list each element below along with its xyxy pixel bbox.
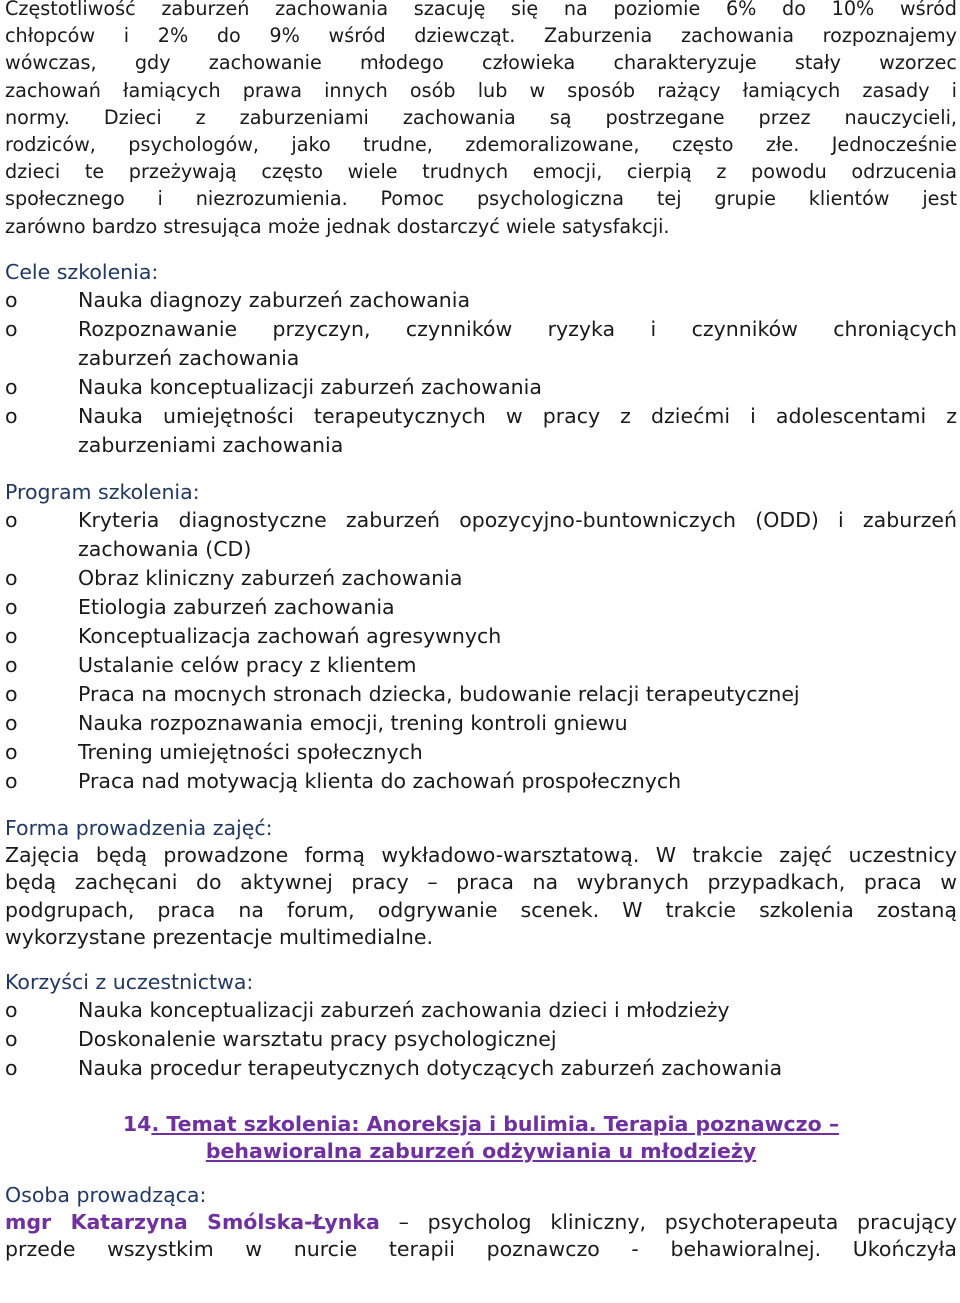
list-item-line: Etiologia zaburzeń zachowania — [78, 594, 395, 619]
forma-line: będą zachęcani do aktywnej pracy – praca na wybranych przypadkach, praca w — [5, 870, 957, 895]
circle-bullet-icon: o — [5, 507, 18, 532]
list-item-text — [78, 680, 957, 709]
circle-bullet-icon: o — [5, 739, 18, 764]
list-item-text — [78, 709, 957, 738]
list-item — [5, 564, 957, 593]
circle-bullet-icon: o — [5, 594, 18, 619]
list-item-text — [78, 767, 957, 796]
korzysci-list — [5, 996, 957, 1083]
circle-bullet-icon: o — [5, 287, 18, 312]
circle-bullet-icon: o — [5, 1055, 18, 1080]
list-item — [5, 1054, 957, 1083]
list-item-text — [78, 593, 957, 622]
topic-line-1: . Temat szkolenia: Anoreksja i bulimia. Terapia poznawczo – — [151, 1111, 840, 1136]
trainer-description: – psycholog kliniczny, psychoterapeuta pracujący — [379, 1209, 957, 1234]
circle-bullet-icon: o — [5, 710, 18, 735]
list-item-line: Nauka rozpoznawania emocji, trening kontroli gniewu — [78, 710, 628, 735]
forma-paragraph — [5, 842, 957, 952]
document-page — [5, 0, 957, 1264]
list-item-line: Rozpoznawanie przyczyn, czynników ryzyka i czynników chroniących — [78, 316, 957, 341]
list-item-text — [78, 315, 957, 373]
list-item — [5, 315, 957, 373]
list-item-line: zaburzeniami zachowania — [78, 432, 344, 457]
trainer-name: mgr Katarzyna Smólska-Łynka — [5, 1209, 380, 1234]
intro-line: Częstotliwość zaburzeń zachowania szacuję się na poziomie 6% do 10% wśród — [5, 0, 957, 20]
list-item-line: zaburzeń zachowania — [78, 345, 300, 370]
intro-line: zarówno bardzo stresująca może jednak dostarczyć wiele satysfakcji. — [5, 214, 670, 238]
osoba-line-2: przede wszystkim w nurcie terapii poznawczo - behawioralnej. Ukończyła — [5, 1237, 957, 1262]
list-item — [5, 996, 957, 1025]
list-item — [5, 286, 957, 315]
forma-heading: Forma prowadzenia zajęć: — [5, 815, 273, 840]
circle-bullet-icon: o — [5, 623, 18, 648]
list-item-line: zachowania (CD) — [78, 536, 252, 561]
cele-heading: Cele szkolenia: — [5, 259, 159, 284]
cele-list — [5, 286, 957, 460]
intro-line: wówczas, gdy zachowanie młodego człowieka charakteryzuje stały wzorzec — [5, 51, 957, 75]
intro-line: chłopców i 2% do 9% wśród dziewcząt. Zaburzenia zachowania rozpoznajemy — [5, 24, 957, 48]
intro-line: normy. Dzieci z zaburzeniami zachowania są postrzegane przez nauczycieli, — [5, 105, 957, 129]
topic-line-2: behawioralna zaburzeń odżywiania u młodzieży — [205, 1138, 757, 1163]
list-item — [5, 680, 957, 709]
circle-bullet-icon: o — [5, 997, 18, 1022]
osoba-paragraph — [5, 1209, 957, 1264]
list-item — [5, 373, 957, 402]
circle-bullet-icon: o — [5, 316, 18, 341]
list-item-line: Obraz kliniczny zaburzeń zachowania — [78, 565, 463, 590]
topic-number: 14 — [122, 1111, 152, 1136]
intro-line: rodziców, psychologów, jako trudne, zdemoralizowane, często złe. Jednocześnie — [5, 133, 957, 157]
list-item — [5, 738, 957, 767]
list-item — [5, 402, 957, 460]
list-item-text — [78, 564, 957, 593]
list-item-line: Nauka diagnozy zaburzeń zachowania — [78, 287, 471, 312]
list-item — [5, 622, 957, 651]
program-heading: Program szkolenia: — [5, 479, 200, 504]
circle-bullet-icon: o — [5, 1026, 18, 1051]
list-item-text — [78, 996, 957, 1025]
list-item-line: Nauka konceptualizacji zaburzeń zachowania — [78, 374, 542, 399]
list-item — [5, 767, 957, 796]
forma-line: Zajęcia będą prowadzone formą wykładowo-warsztatową. W trakcie zajęć uczestnicy — [5, 842, 957, 867]
list-item-text — [78, 1054, 957, 1083]
list-item — [5, 651, 957, 680]
list-item-line: Nauka konceptualizacji zaburzeń zachowania dzieci i młodzieży — [78, 997, 730, 1022]
intro-line: zachowań łamiących prawa innych osób lub w sposób rażący łamiących zasady i — [5, 78, 957, 102]
intro-paragraph — [5, 0, 957, 240]
topic-title — [5, 1111, 957, 1165]
list-item-text — [78, 738, 957, 767]
circle-bullet-icon: o — [5, 652, 18, 677]
list-item-text — [78, 622, 957, 651]
list-item — [5, 1025, 957, 1054]
forma-line: podgrupach, praca na forum, odgrywanie scenek. W trakcie szkolenia zostaną — [5, 897, 957, 922]
list-item-line: Konceptualizacja zachowań agresywnych — [78, 623, 502, 648]
list-item-line: Ustalanie celów pracy z klientem — [78, 652, 417, 677]
list-item-text — [78, 402, 957, 460]
list-item-line: Nauka procedur terapeutycznych dotyczących zaburzeń zachowania — [78, 1055, 783, 1080]
list-item-text — [78, 506, 957, 564]
list-item-text — [78, 1025, 957, 1054]
circle-bullet-icon: o — [5, 374, 18, 399]
list-item-line: Nauka umiejętności terapeutycznych w pracy z dziećmi i adolescentami z — [78, 403, 957, 428]
list-item — [5, 506, 957, 564]
circle-bullet-icon: o — [5, 565, 18, 590]
list-item-text — [78, 651, 957, 680]
circle-bullet-icon: o — [5, 403, 18, 428]
osoba-line-1 — [5, 1209, 957, 1237]
korzysci-heading: Korzyści z uczestnictwa: — [5, 969, 254, 994]
list-item-line: Doskonalenie warsztatu pracy psychologicznej — [78, 1026, 557, 1051]
list-item — [5, 593, 957, 622]
list-item-line: Praca nad motywacją klienta do zachowań prospołecznych — [78, 768, 682, 793]
osoba-heading: Osoba prowadząca: — [5, 1182, 207, 1207]
list-item-line: Trening umiejętności społecznych — [78, 739, 423, 764]
list-item-text — [78, 373, 957, 402]
list-item-line: Kryteria diagnostyczne zaburzeń opozycyjno-buntowniczych (ODD) i zaburzeń — [78, 507, 957, 532]
intro-line: dzieci te przeżywają często wiele trudnych emocji, cierpią z powodu odrzucenia — [5, 160, 957, 184]
forma-line: wykorzystane prezentacje multimedialne. — [5, 925, 434, 950]
program-list — [5, 506, 957, 796]
list-item-text — [78, 286, 957, 315]
list-item-line: Praca na mocnych stronach dziecka, budowanie relacji terapeutycznej — [78, 681, 800, 706]
circle-bullet-icon: o — [5, 768, 18, 793]
list-item — [5, 709, 957, 738]
circle-bullet-icon: o — [5, 681, 18, 706]
intro-line: społecznego i niezrozumienia. Pomoc psychologiczna tej grupie klientów jest — [5, 187, 957, 211]
